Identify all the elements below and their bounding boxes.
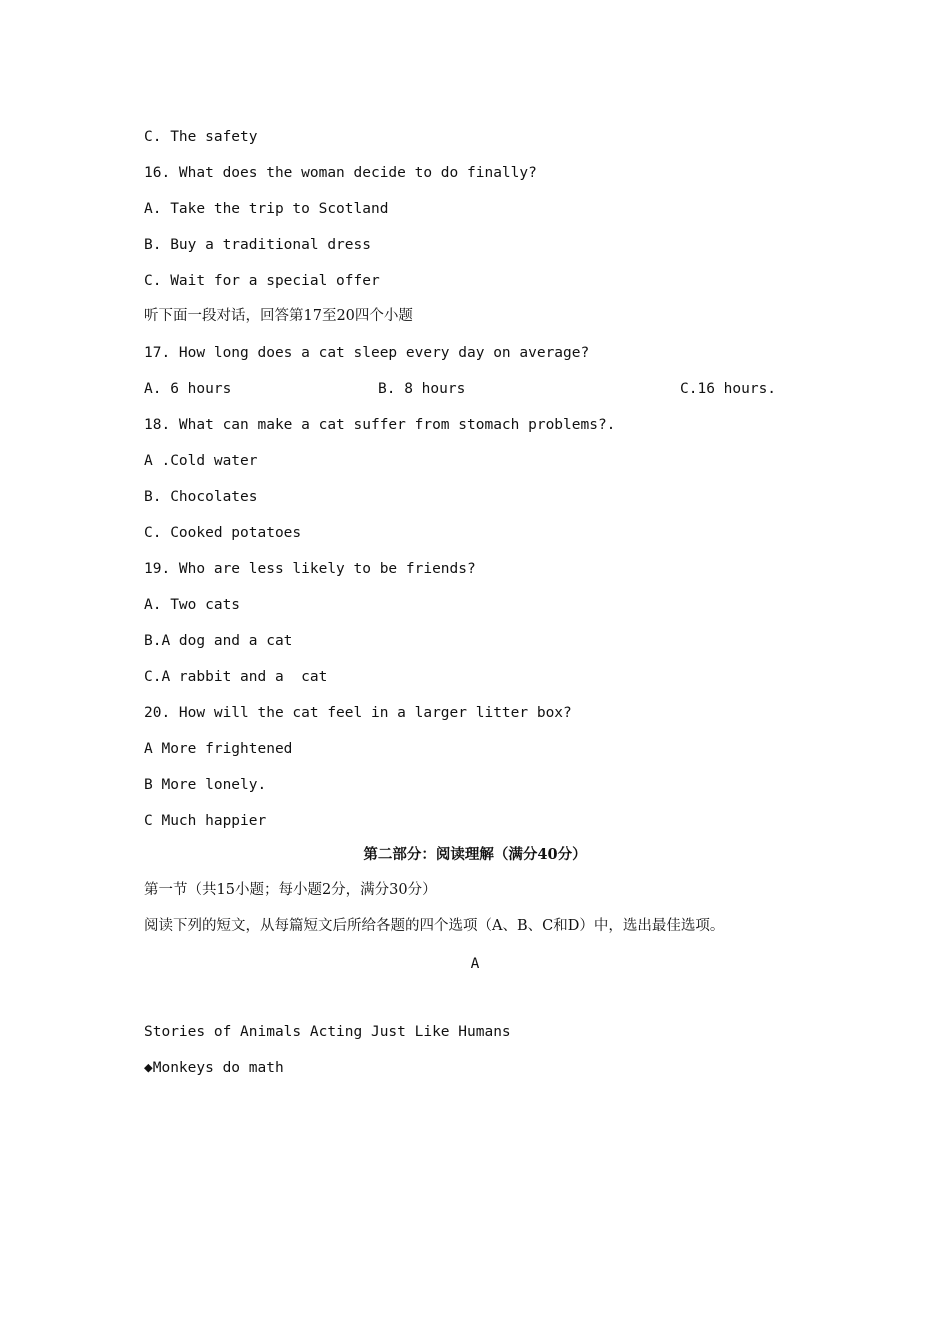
part2-heading: 第二部分：阅读理解（满分40分） bbox=[363, 846, 587, 863]
q18-option-a: A .Cold water bbox=[144, 453, 258, 469]
question-20: 20. How will the cat feel in a larger litter box? bbox=[144, 705, 572, 721]
q18-option-c: C. Cooked potatoes bbox=[144, 525, 302, 541]
q20-option-a: A More frightened bbox=[144, 741, 293, 757]
q15-option-c: C. The safety bbox=[144, 129, 258, 145]
listening-instruction-17-20: 听下面一段对话，回答第17至20四个小题 bbox=[144, 308, 413, 324]
q17-option-c: C.16 hours. bbox=[680, 381, 777, 397]
q19-option-a: A. Two cats bbox=[144, 597, 241, 613]
q20-option-b: B More lonely. bbox=[144, 777, 267, 793]
question-18: 18. What can make a cat suffer from stomach problems?. bbox=[144, 417, 616, 433]
q17-options-row bbox=[0, 379, 950, 399]
question-19: 19. Who are less likely to be friends? bbox=[144, 561, 476, 577]
q19-option-b: B.A dog and a cat bbox=[144, 633, 293, 649]
passage-bullet-1: ◆Monkeys do math bbox=[144, 1060, 284, 1076]
q16-option-a: A. Take the trip to Scotland bbox=[144, 201, 389, 217]
q19-option-c: C.A rabbit and a cat bbox=[144, 669, 328, 685]
reading-instruction: 阅读下列的短文，从每篇短文后所给各题的四个选项（A、B、C和D）中，选出最佳选项。 bbox=[144, 918, 725, 934]
q17-option-b: B. 8 hours bbox=[378, 381, 466, 397]
q16-option-c: C. Wait for a special offer bbox=[144, 273, 380, 289]
q17-option-a: A. 6 hours bbox=[144, 381, 232, 397]
q20-option-c: C Much happier bbox=[144, 813, 267, 829]
passage-letter: A bbox=[470, 956, 480, 972]
passage-title: Stories of Animals Acting Just Like Humans bbox=[144, 1024, 511, 1040]
section1-heading: 第一节（共15小题；每小题2分，满分30分） bbox=[144, 882, 437, 898]
question-17: 17. How long does a cat sleep every day on average? bbox=[144, 345, 590, 361]
q18-option-b: B. Chocolates bbox=[144, 489, 258, 505]
question-16: 16. What does the woman decide to do finally? bbox=[144, 165, 537, 181]
q16-option-b: B. Buy a traditional dress bbox=[144, 237, 371, 253]
